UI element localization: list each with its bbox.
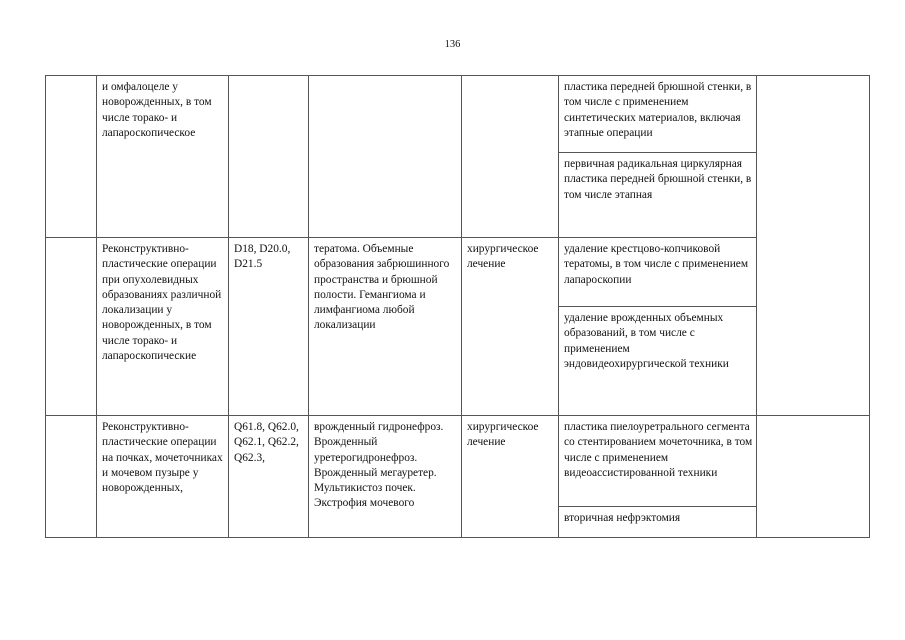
icd-codes-cell: Q61.8, Q62.0, Q62.1, Q62.2, Q62.3, [229,416,309,538]
care-type-cell: и омфалоцеле у новорожденных, в том числе торако- и лапароскопическое [97,76,229,238]
table-row [46,238,870,307]
treatment-method-cell: удаление врожденных объемных образований, в том числе с применением эндовидеохирургической техники [559,307,757,416]
treatment-type-cell: хирургическое лечение [462,238,559,416]
table-row [46,416,870,507]
medical-care-table [45,75,870,538]
norm-cost-cell [757,416,870,538]
treatment-method-cell: пластика пиелоуретрального сегмента со стентированием мочеточника, в том числе с применением видеоассистированной техники [559,416,757,507]
icd-codes-cell [229,76,309,238]
treatment-method-cell: первичная радикальная циркулярная пластика передней брюшной стенки, в том числе этапная [559,153,757,238]
treatment-method-cell: удаление крестцово-копчиковой тератомы, в том числе с применением лапароскопии [559,238,757,307]
care-type-cell: Реконструктивно-пластические операции при опухолевидных образованиях различной локализации у новорожденных, в том числе торако- и лапароскопические [97,238,229,416]
treatment-type-cell [462,76,559,238]
treatment-method-cell: пластика передней брюшной стенки, в том числе с применением синтетических материалов, включая этапные операции [559,76,757,153]
patient-model-cell: врожденный гидронефроз. Врожденный уретерогидронефроз. Врожденный мегауретер. Мультикистоз почек. Экстрофия мочевого [309,416,462,538]
patient-model-cell: тератома. Объемные образования забрюшинного пространства и брюшной полости. Гемангиома и лимфангиома любой локализации [309,238,462,416]
patient-model-cell [309,76,462,238]
norm-cost-cell [757,76,870,416]
row-number-cell [46,416,97,538]
row-number-cell [46,76,97,238]
row-number-cell [46,238,97,416]
treatment-method-cell: вторичная нефрэктомия [559,507,757,538]
table-row [46,76,870,153]
treatment-type-cell: хирургическое лечение [462,416,559,538]
page-number: 136 [444,39,461,50]
icd-codes-cell: D18, D20.0, D21.5 [229,238,309,416]
care-type-cell: Реконструктивно-пластические операции на почках, мочеточниках и мочевом пузыре у новорожденных, [97,416,229,538]
